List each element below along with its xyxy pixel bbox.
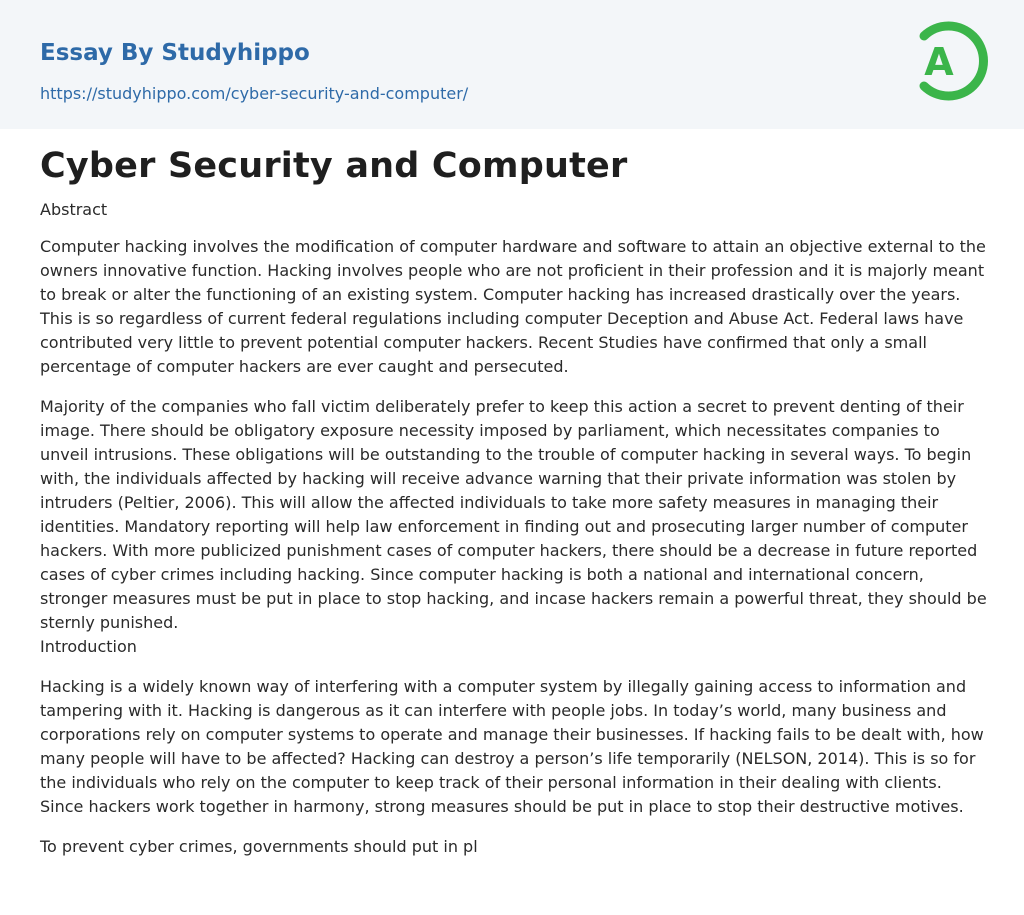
introduction-heading: Introduction xyxy=(40,637,137,656)
page-title: Cyber Security and Computer xyxy=(40,146,628,186)
logo-letter: A xyxy=(924,40,954,84)
paragraph-3: Hacking is a widely known way of interfering with a computer system by illegally gaining access to information and tampering with it. Hacking is dangerous as it can interfere with people jobs. In today’s world, many business and corporations rely on computer systems to operate and manage their businesses. If hacking fails to be dealt with, how many people will have to be affected? Hacking can destroy a person’s life temporarily (NELSON, 2014). This is so for the individuals who rely on the computer to keep track of their personal information in their dealing with clients. Since hackers work together in harmony, strong measures should be put in place to stop their destructive motives. xyxy=(40,677,984,816)
article-body xyxy=(40,198,990,875)
paragraph-4-truncated: To prevent cyber crimes, governments should put in pl xyxy=(40,837,478,856)
brand-title: Essay By Studyhippo xyxy=(40,40,310,66)
source-url-link[interactable]: https://studyhippo.com/cyber-security-and-computer/ xyxy=(40,84,469,103)
circle-a-logo-icon[interactable] xyxy=(906,18,992,104)
abstract-heading: Abstract xyxy=(40,200,108,219)
paragraph-1: Computer hacking involves the modification of computer hardware and software to attain an objective external to the owners innovative function. Hacking involves people who are not proficient in their profession and it is majorly meant to break or alter the functioning of an existing system. Computer hacking has increased drastically over the years. This is so regardless of current federal regulations including computer Deception and Abuse Act. Federal laws have contributed very little to prevent potential computer hackers. Recent Studies have confirmed that only a small percentage of computer hackers are ever caught and persecuted. xyxy=(40,237,986,376)
site-header xyxy=(0,0,1024,129)
paragraph-2: Majority of the companies who fall victim deliberately prefer to keep this action a secret to prevent denting of their image. There should be obligatory exposure necessity imposed by parliament, which necessitates companies to unveil intrusions. These obligations will be outstanding to the trouble of computer hacking in several ways. To begin with, the individuals affected by hacking will receive advance warning that their private information was stolen by intruders (Peltier, 2006). This will allow the affected individuals to take more safety measures in managing their identities. Mandatory reporting will help law enforcement in finding out and prosecuting larger number of computer hackers. With more publicized punishment cases of computer hackers, there should be a decrease in future reported cases of cyber crimes including hacking. Since computer hacking is both a national and international concern, stronger measures must be put in place to stop hacking, and incase hackers remain a powerful threat, they should be sternly punished. xyxy=(40,397,987,632)
